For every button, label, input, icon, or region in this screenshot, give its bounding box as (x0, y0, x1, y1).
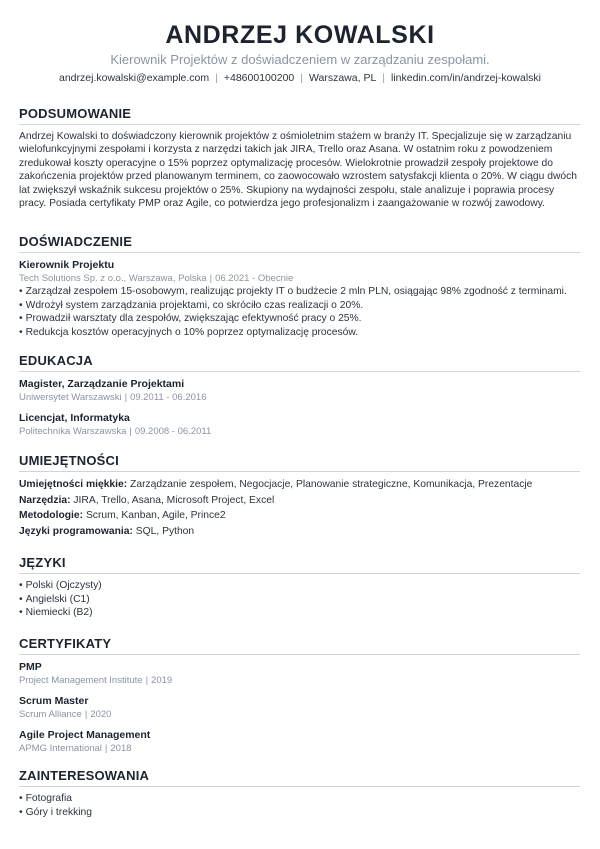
meta-separator: | (129, 426, 132, 437)
meta-separator: | (84, 709, 88, 720)
skills-section (19, 453, 580, 539)
section-title: ZAINTERESOWANIA (19, 768, 580, 787)
experience-section (19, 234, 580, 346)
school-name: Politechnika Warszawska (19, 426, 127, 437)
list-item: • Góry i trekking (19, 806, 92, 818)
certificates-section (19, 636, 580, 762)
skill-row (19, 524, 580, 540)
contact-line (0, 72, 600, 84)
skill-value: SQL, Python (135, 525, 195, 537)
certificate-name: PMP (19, 661, 42, 673)
languages-list (19, 579, 580, 620)
list-item: • Redukcja kosztów operacyjnych o 10% poprzez optymalizację procesów. (19, 326, 359, 338)
certificate-entry (19, 694, 580, 721)
degree-dates: 09.2011 - 06.2016 (130, 392, 207, 403)
contact-separator: | (215, 72, 218, 84)
bullet-icon: • (19, 326, 23, 338)
meta-separator: | (124, 392, 128, 403)
list-item: • Polski (Ojczysty) (19, 580, 102, 591)
skill-label: Metodologie: (19, 510, 84, 521)
bullet-icon: • (19, 793, 23, 804)
contact-separator: | (382, 72, 386, 84)
certificate-name: Agile Project Management (19, 729, 151, 741)
contact-phone[interactable]: +48600100200 (223, 72, 295, 84)
bullet-icon: • (19, 313, 23, 325)
contact-linkedin[interactable]: linkedin.com/in/andrzej-kowalski (391, 72, 541, 84)
contact-email[interactable]: andrzej.kowalski@example.com (59, 72, 210, 84)
skill-value: Zarządzanie zespołem, Negocjacje, Planowanie strategiczne, Komunikacja, Prezentacje (130, 479, 533, 490)
summary-text: Andrzej Kowalski to doświadczony kierownik projektów z ośmioletnim stażem w branży IT. Specjalizuje się w zarządzaniu wielofunkcyjnymi zespołami i korzysta z narzędzi takich jak JIRA, Trello oraz Asana. W ostatnim roku z powodzeniem zredukował koszty operacyjne o 15% poprzez optymalizację procesów. Wielokrotnie prowadził zespoły projektowe do zakończenia projektów przed planowanym terminem, co zaowocowało wzrostem satysfakcji klienta o 20%. W ciągu dwóch lat zwiększył wskaźnik sukcesu projektów o 25%. Skupiony na wydajności zespołu, stale analizuje i poprawia procesy pracy. Posiada certyfikaty PMP oraz Agile, co potwierdza jego profesjonalizm i zaangażowanie w rozwój zawodowy. (19, 131, 577, 210)
degree-name: Licencjat, Informatyka (19, 412, 130, 424)
skill-value: JIRA, Trello, Asana, Microsoft Project, Excel (73, 494, 275, 506)
list-item: • Fotografia (19, 793, 72, 804)
certificate-entry (19, 660, 580, 687)
education-entry (19, 377, 580, 404)
education-section (19, 353, 580, 445)
bullet-icon: • (19, 580, 23, 591)
skill-label: Narzędzia: (19, 494, 71, 506)
education-entry (19, 411, 580, 438)
bullet-icon: • (19, 593, 23, 605)
section-title: CERTYFIKATY (19, 636, 580, 655)
list-item: • Prowadził warsztaty dla zespołów, zwiększając efektywność pracy o 25%. (19, 313, 362, 325)
interests-list (19, 792, 580, 819)
bullet-icon: • (19, 806, 23, 818)
summary-section (19, 106, 580, 210)
certificate-meta: APMG International | 2018 (19, 743, 132, 754)
section-title: PODSUMOWANIE (19, 106, 580, 125)
degree-meta (19, 391, 580, 404)
experience-entry (19, 258, 580, 339)
degree-name: Magister, Zarządzanie Projektami (19, 378, 185, 390)
meta-separator: | (145, 675, 149, 686)
section-title: JĘZYKI (19, 555, 580, 574)
bullet-icon: • (19, 286, 23, 297)
degree-dates: 09.2008 - 06.2011 (134, 426, 212, 437)
contact-location: Warszawa, PL (308, 72, 377, 84)
meta-separator: | (104, 743, 108, 754)
list-item: • Angielski (C1) (19, 593, 90, 605)
job-dates: 06.2021 - Obecnie (215, 273, 294, 284)
bullet-icon: • (19, 607, 23, 619)
skill-row (19, 477, 580, 493)
skill-label: Języki programowania: (19, 525, 133, 537)
candidate-name: ANDRZEJ KOWALSKI (165, 21, 435, 49)
degree-meta (19, 425, 580, 438)
skill-label: Umiejętności miękkie: (19, 479, 128, 490)
certificate-entry (19, 728, 580, 755)
skill-row (19, 508, 580, 524)
job-bullets (19, 285, 580, 339)
skill-row (19, 493, 580, 509)
section-title: EDUKACJA (19, 353, 580, 372)
candidate-headline: Kierownik Projektów z doświadczeniem w zarządzaniu zespołami. (110, 52, 490, 67)
job-meta (19, 272, 580, 285)
skill-value: Scrum, Kanban, Agile, Prince2 (85, 510, 226, 521)
certificate-name: Scrum Master (19, 695, 89, 707)
school-name: Uniwersytet Warszawski (19, 392, 122, 403)
list-item: • Zarządzał zespołem 15-osobowym, realizując projekty IT o budżecie 2 mln PLN, osiągając 98% zgodność z terminami. (19, 286, 567, 297)
job-role: Kierownik Projektu (19, 259, 115, 271)
interests-section (19, 768, 580, 819)
list-item: • Niemiecki (B2) (19, 607, 93, 619)
job-company: Tech Solutions Sp. z o.o., Warszawa, Polska (19, 273, 207, 284)
certificate-meta: Scrum Alliance | 2020 (19, 709, 112, 720)
section-title: UMIEJĘTNOŚCI (19, 453, 580, 472)
section-title: DOŚWIADCZENIE (19, 234, 580, 253)
languages-section (19, 555, 580, 620)
meta-separator: | (209, 273, 213, 284)
certificate-meta: Project Management Institute | 2019 (19, 675, 173, 686)
bullet-icon: • (19, 299, 23, 311)
contact-separator: | (300, 72, 303, 84)
list-item: • Wdrożył system zarządzania projektami, co skróciło czas realizacji o 20%. (19, 299, 364, 311)
